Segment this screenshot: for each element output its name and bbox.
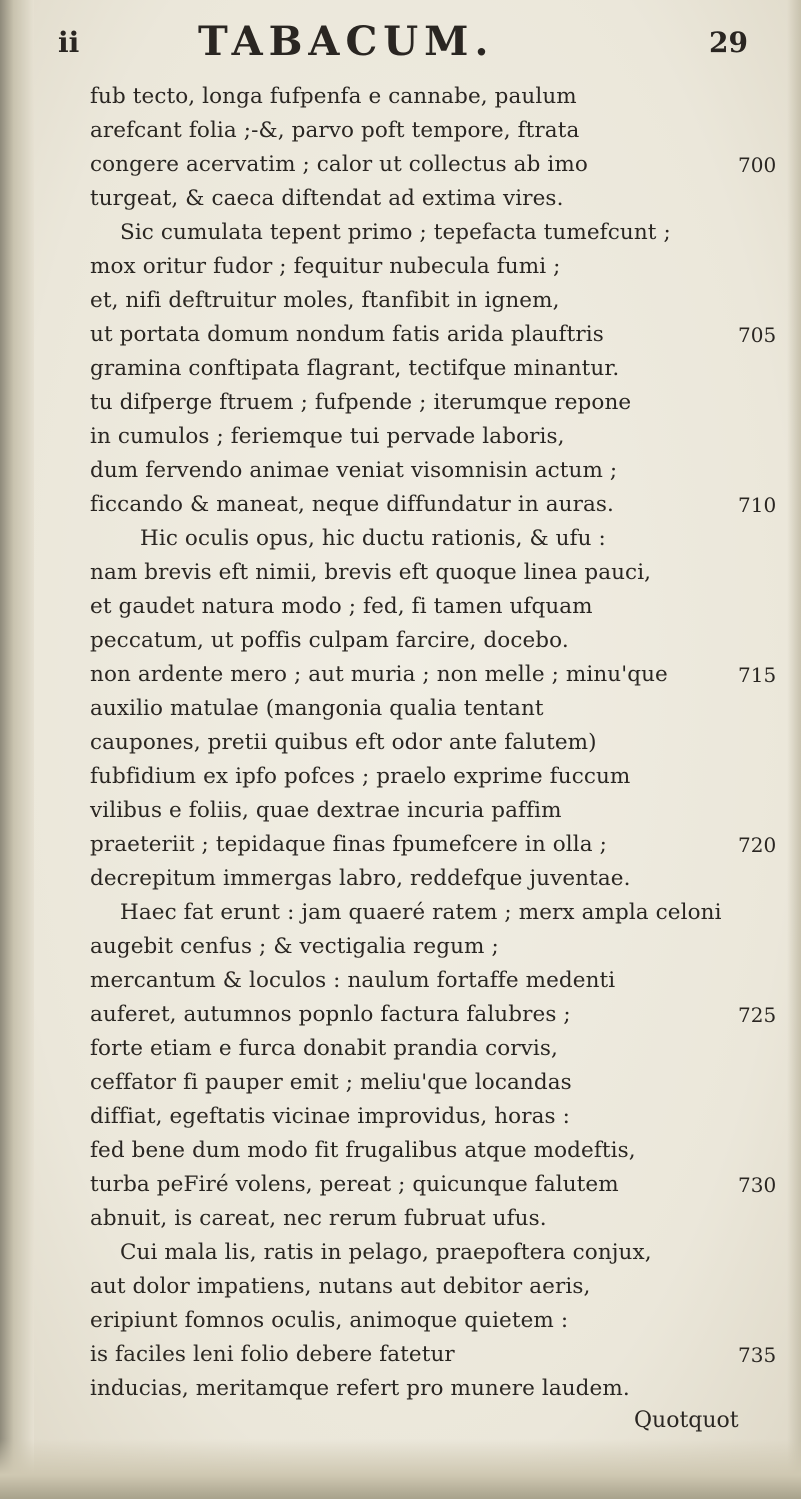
line-number: 735 bbox=[738, 1343, 777, 1367]
running-header bbox=[58, 18, 748, 65]
verse-line: arefcant folia ;-&, parvo poft tempore, ftrata bbox=[90, 118, 580, 143]
verse-line: peccatum, ut poffis culpam farcire, docebo. bbox=[90, 628, 569, 653]
verse-line: non ardente mero ; aut muria ; non melle ; minu'que bbox=[90, 662, 668, 687]
verse-line: et, nifi deftruitur moles, ftanfibit in ignem, bbox=[90, 288, 560, 313]
verse-line: fub tecto, longa fufpenfa e cannabe, paulum bbox=[90, 84, 577, 109]
verse-line: nam brevis eft nimii, brevis eft quoque linea pauci, bbox=[90, 560, 652, 585]
line-number: 710 bbox=[738, 493, 777, 517]
verse-line: congere acervatim ; calor ut collectus ab imo bbox=[90, 152, 588, 177]
verse-line: Cui mala lis, ratis in pelago, praepoftera conjux, bbox=[120, 1240, 652, 1265]
verse-line: in cumulos ; feriemque tui pervade laboris, bbox=[90, 424, 565, 449]
running-title: TABACUM. bbox=[198, 18, 495, 65]
verse-line: gramina conftipata flagrant, tectifque minantur. bbox=[90, 356, 620, 381]
verse-line: dum fervendo animae veniat visomnisin actum ; bbox=[90, 458, 618, 483]
verse-line: tu difperge ftruem ; fufpende ; iterumque repone bbox=[90, 390, 632, 415]
line-number: 715 bbox=[738, 663, 777, 687]
page-left-edge bbox=[0, 0, 34, 1499]
verse-line: fed bene dum modo fit frugalibus atque modeftis, bbox=[90, 1138, 636, 1163]
verse-line: praeteriit ; tepidaque finas fpumefcere in olla ; bbox=[90, 832, 607, 857]
verse-line: turba peFiré volens, pereat ; quicunque falutem bbox=[90, 1172, 619, 1197]
verse-line: forte etiam e furca donabit prandia corvis, bbox=[90, 1036, 558, 1061]
verse-line: decrepitum immergas labro, reddefque juventae. bbox=[90, 866, 631, 891]
verse-line: caupones, pretii quibus eft odor ante falutem) bbox=[90, 730, 597, 755]
verse-line: eripiunt fomnos oculis, animoque quietem : bbox=[90, 1308, 569, 1333]
page-bottom-edge bbox=[0, 1439, 801, 1499]
verse-line: diffiat, egeftatis vicinae improvidus, horas : bbox=[90, 1104, 570, 1129]
verse-line: Sic cumulata tepent primo ; tepefacta tumefcunt ; bbox=[120, 220, 671, 245]
verse-line: augebit cenfus ; & vectigalia regum ; bbox=[90, 934, 499, 959]
verse-line: ut portata domum nondum fatis arida plauftris bbox=[90, 322, 604, 347]
verse-line: auferet, autumnos popnlo factura falubres ; bbox=[90, 1002, 571, 1027]
verse-line: ceffator fi pauper emit ; meliu'que locandas bbox=[90, 1070, 572, 1095]
verse-line: abnuit, is careat, nec rerum fubruat ufus. bbox=[90, 1206, 547, 1231]
line-number: 725 bbox=[738, 1003, 777, 1027]
verse-line: Hic oculis opus, hic ductu rationis, & ufu : bbox=[140, 526, 606, 551]
page-number: 29 bbox=[709, 26, 748, 59]
page-right-edge bbox=[787, 0, 801, 1499]
verse-line: aut dolor impatiens, nutans aut debitor aeris, bbox=[90, 1274, 591, 1299]
verse-line: fubfidium ex ipfo pofces ; praelo exprime fuccum bbox=[90, 764, 631, 789]
verse-line: mox oritur fudor ; fequitur nubecula fumi ; bbox=[90, 254, 561, 279]
line-number: 720 bbox=[738, 833, 777, 857]
verse-line: Haec fat erunt : jam quaeré ratem ; merx ampla celoni bbox=[120, 900, 722, 925]
verse-line: ficcando & maneat, neque diffundatur in auras. bbox=[90, 492, 614, 517]
line-number: 705 bbox=[738, 323, 777, 347]
line-number: 730 bbox=[738, 1173, 777, 1197]
verse-line: turgeat, & caeca diftendat ad extima vires. bbox=[90, 186, 564, 211]
verse-line: et gaudet natura modo ; fed, fi tamen ufquam bbox=[90, 594, 593, 619]
verse-line: inducias, meritamque refert pro munere laudem. bbox=[90, 1376, 630, 1401]
line-number: 700 bbox=[738, 153, 777, 177]
verse-line: mercantum & loculos : naulum fortaffe medenti bbox=[90, 968, 616, 993]
verse-line: auxilio matulae (mangonia qualia tentant bbox=[90, 696, 544, 721]
verse-line: vilibus e foliis, quae dextrae incuria paffim bbox=[90, 798, 562, 823]
book-number: ii bbox=[58, 26, 80, 59]
catchword: Quotquot bbox=[634, 1408, 739, 1433]
verse-line: is faciles leni folio debere fatetur bbox=[90, 1342, 455, 1367]
